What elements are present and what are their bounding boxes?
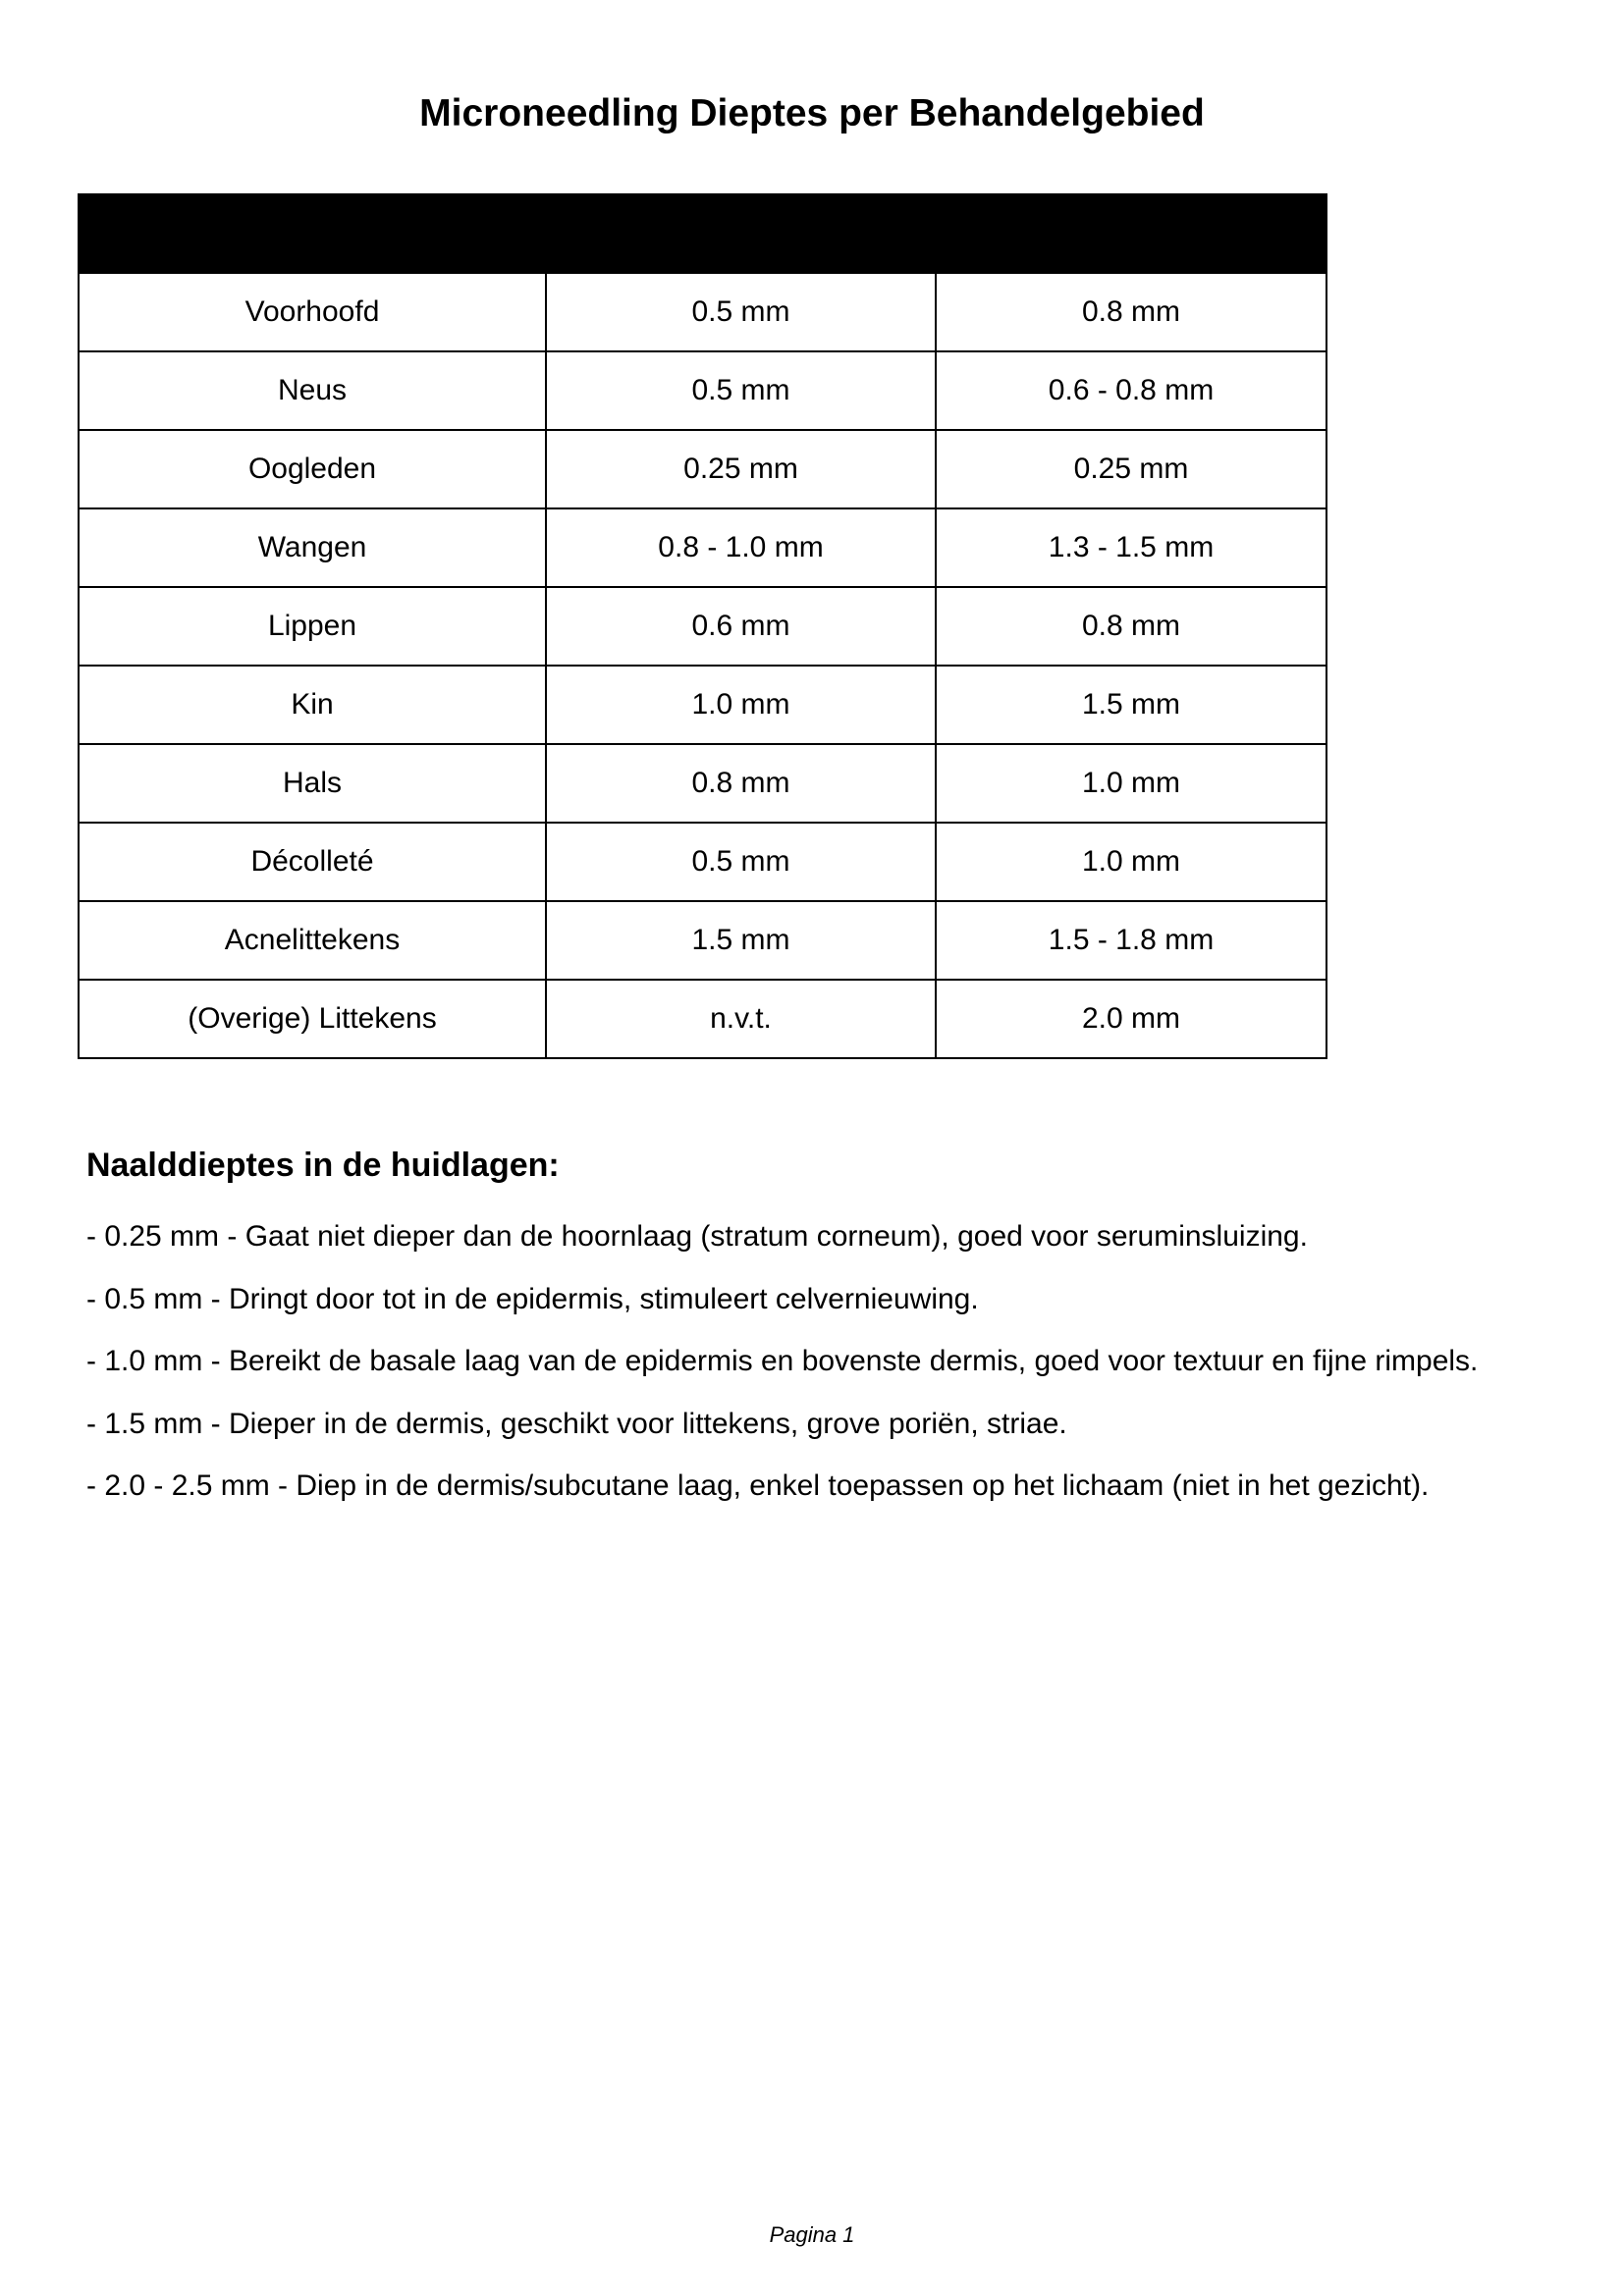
area-cell: (Overige) Littekens <box>79 980 546 1058</box>
depth-cell: 1.5 mm <box>936 666 1326 744</box>
table-row <box>79 587 1326 666</box>
depth-cell: 1.5 mm <box>546 901 936 980</box>
depth-cell: 1.0 mm <box>546 666 936 744</box>
depth-cell: 1.0 mm <box>936 823 1326 901</box>
area-cell: Neus <box>79 351 546 430</box>
depth-cell: 0.5 mm <box>546 351 936 430</box>
area-cell: Voorhoofd <box>79 273 546 351</box>
depth-cell: 2.0 mm <box>936 980 1326 1058</box>
depth-cell: 1.3 - 1.5 mm <box>936 508 1326 587</box>
area-cell: Kin <box>79 666 546 744</box>
section-heading: Naalddieptes in de huidlagen: <box>86 1147 560 1184</box>
page-number: Pagina 1 <box>769 2222 855 2247</box>
document-title: Microneedling Dieptes per Behandelgebied <box>419 92 1205 134</box>
table-row <box>79 744 1326 823</box>
header-cell-depth-1 <box>546 194 936 273</box>
needle-depth-list <box>86 1217 1598 1529</box>
table-row <box>79 351 1326 430</box>
list-item: - 0.25 mm - Gaat niet dieper dan de hoornlaag (stratum corneum), goed voor seruminsluizing. <box>86 1220 1308 1253</box>
depth-cell: 0.6 mm <box>546 587 936 666</box>
area-cell: Wangen <box>79 508 546 587</box>
header-cell-depth-2 <box>936 194 1326 273</box>
depth-cell: n.v.t. <box>546 980 936 1058</box>
depth-cell: 0.8 mm <box>936 273 1326 351</box>
table-row <box>79 980 1326 1058</box>
table-row <box>79 901 1326 980</box>
area-cell: Hals <box>79 744 546 823</box>
list-item: - 0.5 mm - Dringt door tot in de epidermis, stimuleert celvernieuwing. <box>86 1282 979 1315</box>
table-header-row <box>79 194 1326 273</box>
area-cell: Décolleté <box>79 823 546 901</box>
list-item: - 2.0 - 2.5 mm - Diep in de dermis/subcutane laag, enkel toepassen op het lichaam (niet in het gezicht). <box>86 1469 1430 1502</box>
depth-cell: 0.8 mm <box>936 587 1326 666</box>
list-item: - 1.5 mm - Dieper in de dermis, geschikt voor littekens, grove poriën, striae. <box>86 1407 1067 1440</box>
table-row <box>79 666 1326 744</box>
area-cell: Oogleden <box>79 430 546 508</box>
depth-cell: 0.5 mm <box>546 273 936 351</box>
depth-cell: 0.6 - 0.8 mm <box>936 351 1326 430</box>
depth-cell: 1.5 - 1.8 mm <box>936 901 1326 980</box>
depth-cell: 1.0 mm <box>936 744 1326 823</box>
table-row <box>79 273 1326 351</box>
depth-cell: 0.8 mm <box>546 744 936 823</box>
depth-cell: 0.5 mm <box>546 823 936 901</box>
depth-cell: 0.8 - 1.0 mm <box>546 508 936 587</box>
area-cell: Lippen <box>79 587 546 666</box>
table-row <box>79 823 1326 901</box>
depth-cell: 0.25 mm <box>546 430 936 508</box>
table-row <box>79 508 1326 587</box>
area-cell: Acnelittekens <box>79 901 546 980</box>
depth-table <box>78 193 1327 1059</box>
list-item: - 1.0 mm - Bereikt de basale laag van de epidermis en bovenste dermis, goed voor textuur en fijne rimpels. <box>86 1345 1479 1377</box>
header-cell-area <box>79 194 546 273</box>
depth-cell: 0.25 mm <box>936 430 1326 508</box>
table-row <box>79 430 1326 508</box>
